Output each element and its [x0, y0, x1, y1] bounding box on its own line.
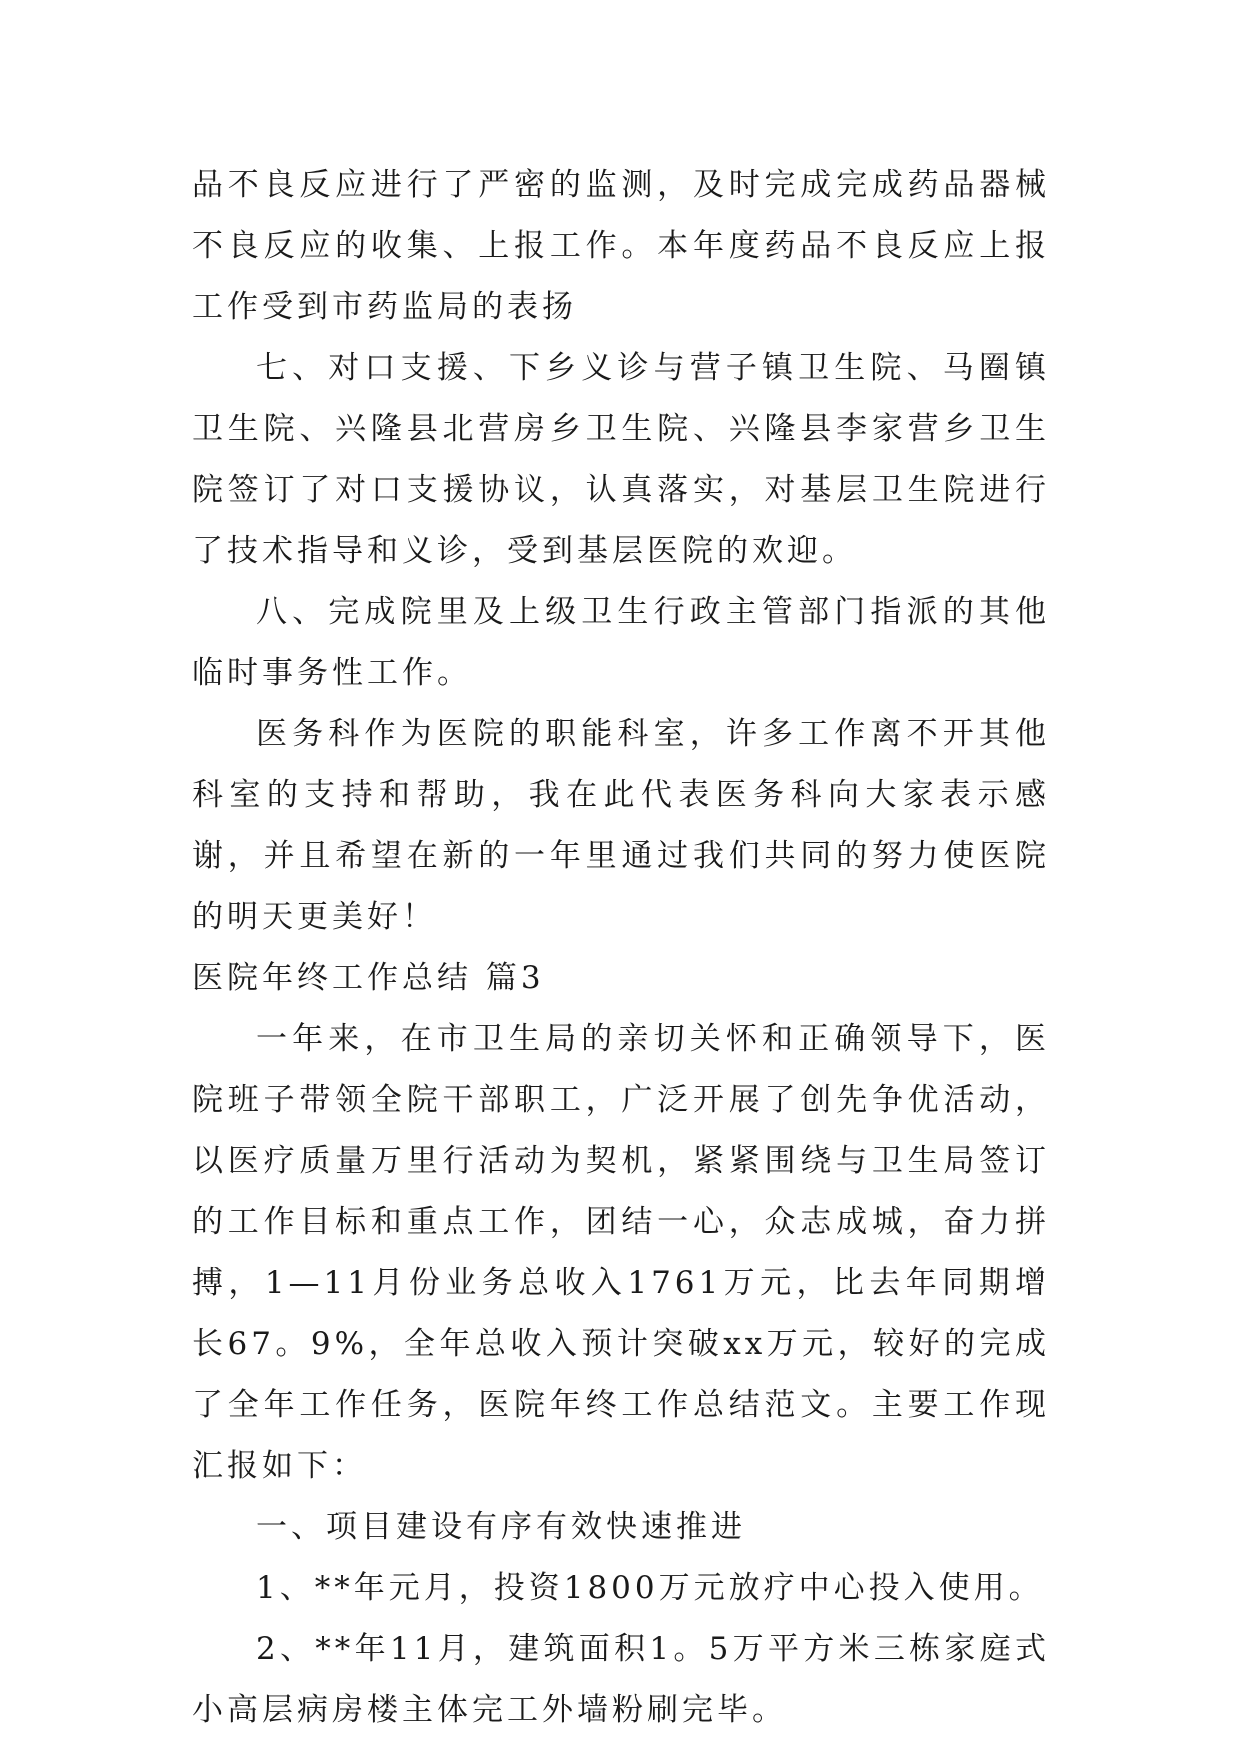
paragraph-item-heading: 一、项目建设有序有效快速推进 — [256, 1509, 746, 1545]
paragraph-thanks: 医务科作为医院的职能科室，许多工作离不开其他科室的支持和帮助，我在此代表医务科向大家表示感谢，并且希望在新的一年里通过我们共同的努力使医院的明天更美好！ — [192, 716, 1050, 935]
section-title: 医院年终工作总结 篇3 — [192, 960, 545, 996]
paragraph-section-7: 七、对口支援、下乡义诊与营子镇卫生院、马圈镇卫生院、兴隆县北营房乡卫生院、兴隆县李家营乡卫生院签订了对口支援协议，认真落实，对基层卫生院进行了技术指导和义诊，受到基层医院的欢迎。 — [192, 350, 1050, 569]
paragraph-item-1: 1、**年元月，投资1800万元放疗中心投入使用。 — [256, 1570, 1044, 1606]
paragraph-adr-report: 品不良反应进行了严密的监测，及时完成完成药品器械不良反应的收集、上报工作。本年度药品不良反应上报工作受到市药监局的表扬 — [192, 167, 1050, 325]
document-body — [192, 155, 1050, 1741]
paragraph-item-2: 2、**年11月，建筑面积1。5万平方米三栋家庭式小高层病房楼主体完工外墙粉刷完毕。 — [192, 1631, 1050, 1728]
paragraph-intro: 一年来，在市卫生局的亲切关怀和正确领导下，医院班子带领全院干部职工，广泛开展了创先争优活动，以医疗质量万里行活动为契机，紧紧围绕与卫生局签订的工作目标和重点工作，团结一心，众志成城，奋力拼搏，1—11月份业务总收入1761万元，比去年同期增长67。9%，全年总收入预计突破xx万元，较好的完成了全年工作任务，医院年终工作总结范文。主要工作现汇报如下： — [192, 1021, 1050, 1484]
paragraph-section-8: 八、完成院里及上级卫生行政主管部门指派的其他临时事务性工作。 — [192, 594, 1050, 691]
